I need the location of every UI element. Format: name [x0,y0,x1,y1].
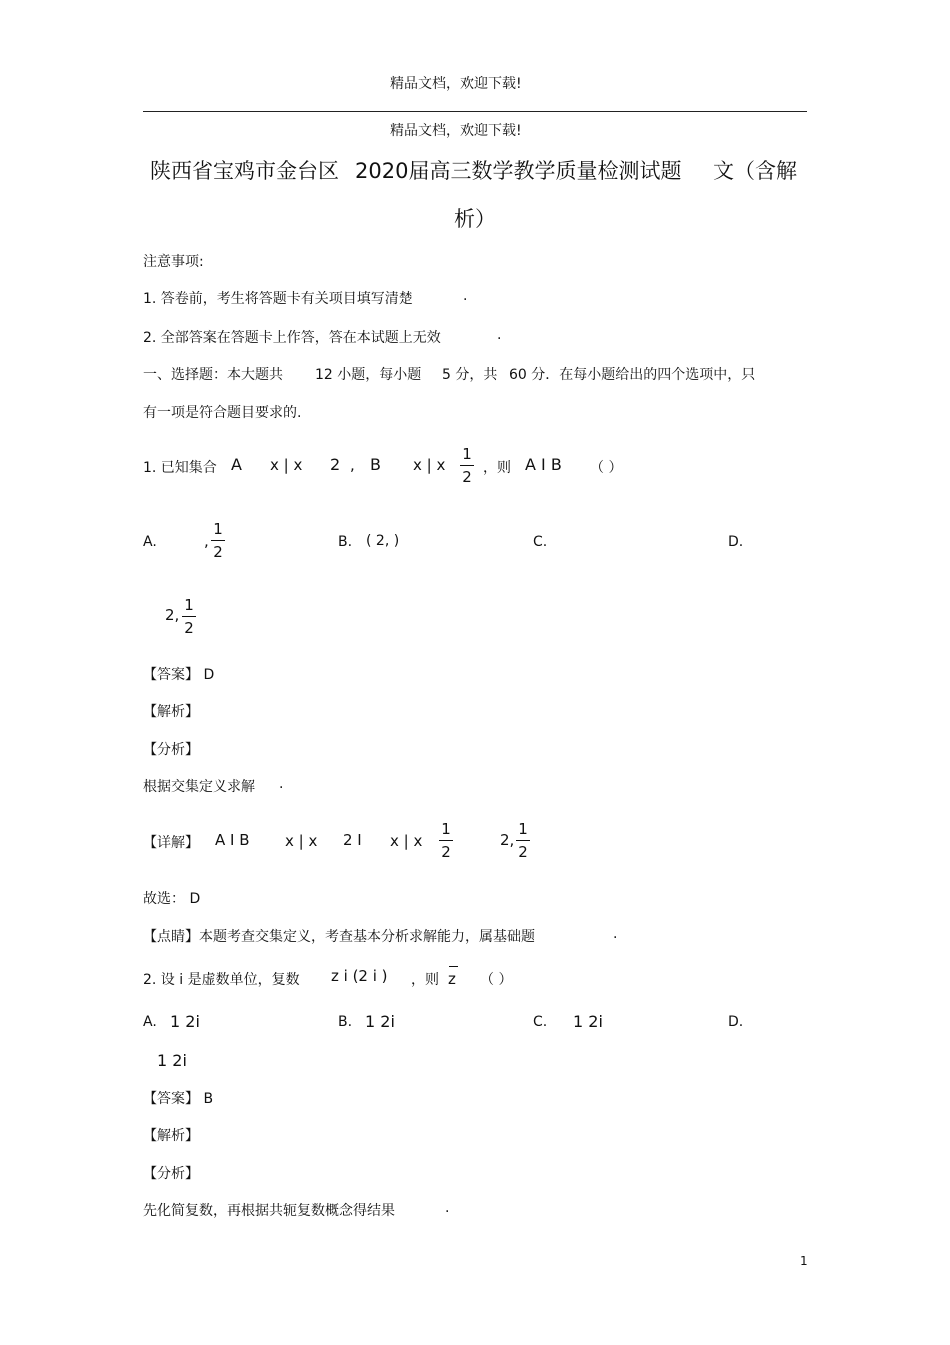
q1-option-a-fraction [211,520,225,561]
notes-heading: 注意事项: [143,254,204,270]
q1-analysis: 【解析】 [143,704,199,720]
section-intro-c: 5 分，共 [442,367,498,383]
q1-detail-den-2: 2 [518,843,528,861]
header-sub-text: 精品文档，欢迎下载! [390,123,522,139]
q1-stem: 1. 已知集合 [143,460,217,476]
q1-set1: x | x [270,456,303,474]
q1-option-d-label: D. [728,534,744,550]
q1-detail-set1: x | x [285,832,318,850]
title-part-b: 2020届高三数学教学质量检测试题 [355,159,682,183]
q1-method-end: . [279,776,284,792]
q1-option-a-num: 1 [213,520,223,538]
section-intro-line2: 有一项是符合题目要求的. [143,405,302,421]
notes-item-2-end: . [497,327,502,343]
notes-item-1: 1. 答卷前，考生将答题卡有关项目填写清楚 [143,291,413,307]
q1-then: ，则 [483,460,511,476]
q1-option-d-num: 1 [184,596,194,614]
q1-half-den: 2 [462,468,472,486]
q1-option-a-prefix: , [204,532,209,550]
q2-answer: 【答案】 B [143,1091,214,1107]
q1-option-d-bar [182,616,196,617]
title-part-a: 陕西省宝鸡市金台区 [150,159,339,183]
q1-option-b-label: B. [338,534,353,550]
section-intro-b: 12 小题，每小题 [315,367,422,383]
q1-detail-AIB: A I B [215,831,250,849]
q1-option-b-text: ( 2, ) [366,533,400,549]
q2-option-d-text: 1 2i [157,1051,187,1070]
q2-z-expr: z i (2 i ) [331,967,388,985]
q1-half-bar [460,465,474,466]
q1-dianjing: 【点睛】本题考查交集定义，考查基本分析求解能力，属基础题 [143,929,535,945]
q1-detail-num-1: 1 [441,820,451,838]
section-intro-a: 一、选择题：本大题共 [143,367,283,383]
q2-conjugate-bar [449,966,458,967]
q2-option-b-text: 1 2i [365,1012,395,1031]
q2-option-c-label: C. [533,1014,548,1030]
q1-detail-num-2: 1 [518,820,528,838]
q1-paren: （ ） [590,460,623,476]
q1-option-a-bar [211,540,225,541]
q1-choose: 故选： D [143,891,201,907]
q1-half-fraction [460,445,474,486]
q2-option-a-text: 1 2i [170,1012,200,1031]
q2-method-end: . [445,1200,450,1216]
q1-answer: 【答案】 D [143,667,215,683]
notes-item-1-end: . [463,288,468,304]
q1-detail-fraction-2 [516,820,530,861]
q1-fenxi: 【分析】 [143,742,199,758]
header-rule [143,111,807,112]
q1-detail-bar-1 [439,840,453,841]
q1-half-num: 1 [462,445,472,463]
q1-detail-two-I: 2 I [343,831,362,849]
q2-stem: 2. 设 i 是虚数单位，复数 [143,972,300,988]
q2-option-a-label: A. [143,1014,157,1030]
q1-detail-result: 2, [500,831,515,849]
q2-option-c-text: 1 2i [573,1012,603,1031]
q2-method: 先化简复数，再根据共轭复数概念得结果 [143,1203,395,1219]
q1-option-d-den: 2 [184,619,194,637]
q2-option-d-label: D. [728,1014,744,1030]
q1-method: 根据交集定义求解 [143,779,255,795]
q1-option-a-den: 2 [213,543,223,561]
q1-detail-bar-2 [516,840,530,841]
section-intro-d: 60 分．在每小题给出的四个选项中，只 [509,367,756,383]
q1-detail-label: 【详解】 [143,835,199,851]
title-line2: 析） [454,207,496,231]
q1-set2: x | x [413,456,446,474]
q1-comma: , [350,456,355,474]
q2-zbar: z [448,970,456,988]
q1-detail-den-1: 2 [441,843,451,861]
q1-AIB: A I B [525,455,562,474]
q1-set-B: B [370,455,381,474]
q1-detail-set2: x | x [390,832,423,850]
q1-dianjing-end: . [613,926,618,942]
q1-detail-fraction-1 [439,820,453,861]
q2-fenxi: 【分析】 [143,1166,199,1182]
title-part-c: 文（含解 [713,159,797,183]
q1-two: 2 [330,455,341,474]
notes-item-2: 2. 全部答案在答题卡上作答，答在本试题上无效 [143,330,441,346]
q1-option-a-label: A. [143,534,157,550]
q2-then: ，则 [411,972,439,988]
page-number: 1 [800,1254,808,1268]
q2-paren: （ ） [480,972,513,988]
q1-option-d-fraction [182,596,196,637]
q1-set-A: A [231,455,242,474]
q2-analysis: 【解析】 [143,1128,199,1144]
header-top-text: 精品文档，欢迎下载! [390,76,522,92]
q1-option-d-prefix: 2, [165,606,180,624]
q1-option-c-label: C. [533,534,548,550]
q2-option-b-label: B. [338,1014,353,1030]
